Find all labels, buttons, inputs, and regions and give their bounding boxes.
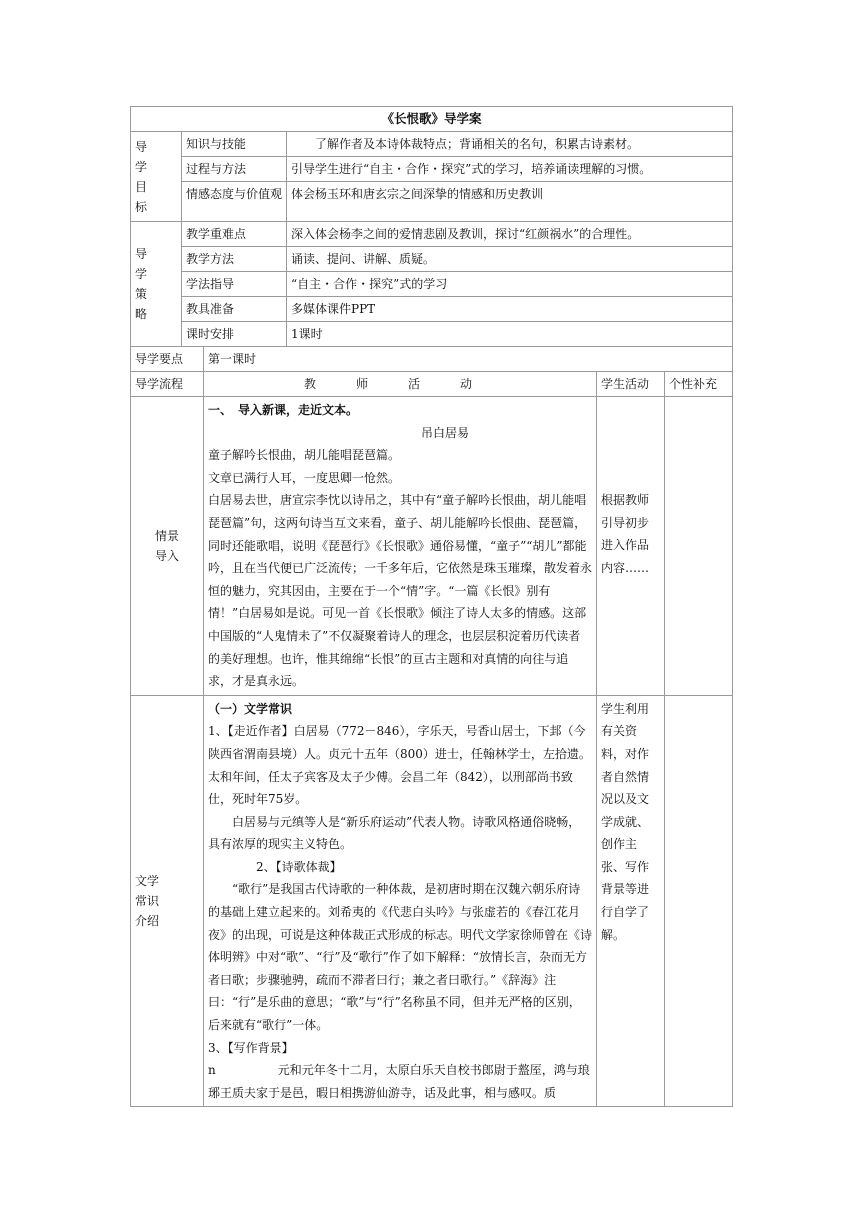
flow-header-label: 导学流程 — [131, 372, 204, 397]
strategy-label-schedule: 课时安排 — [182, 322, 287, 347]
background-heading: 3、【写作背景】 — [208, 1040, 294, 1055]
strategy-label-method: 教学方法 — [182, 247, 287, 272]
key-points-value: 第一课时 — [204, 347, 733, 372]
strategy-content-tools: 多媒体课件PPT — [287, 297, 733, 322]
literature-label: 文学 常识 介绍 — [131, 695, 204, 1107]
objective-label-emotion: 情感态度与价值观 — [182, 182, 287, 222]
literature-heading: （一）文学常识 — [208, 701, 293, 716]
objective-label-process: 过程与方法 — [182, 157, 287, 182]
poem-title: 吊白居易 — [420, 425, 469, 440]
objective-content-emotion: 体会杨玉环和唐玄宗之间深挚的情感和历史教训 — [287, 182, 733, 222]
objective-content-process: 引导学生进行“自主・合作・探究”式的学习，培养诵读理解的习惯。 — [287, 157, 733, 182]
genre-paragraph: “歌行”是我国古代诗歌的一种体裁，是初唐时期在汉魏六朝乐府诗的基础上建立起来的。刘希夷的《代悲白头吟》与张虚若的《春江花月夜》的出现，可说是这种体裁正式形成的标志。明代文学家徐师曾在《诗体明辨》中对“歌”、“行”及“歌行”作了如下解释：“放情长言，杂而无方者曰歌；步骤驰骋，疏而不滞者曰行；兼之者曰歌行。”《辞海》注曰：“行”是乐曲的意思；“歌”与“行”名称虽不同，但并无严格的区别，后来就有“歌行”一体。 — [208, 882, 593, 1033]
movement-paragraph: 白居易与元缜等人是“新乐府运动”代表人物。诗歌风格通俗晓畅，具有浓厚的现实主义特色。 — [208, 814, 581, 852]
objective-label-knowledge: 知识与技能 — [182, 132, 287, 157]
strategy-content-guidance: “自主・合作・探究”式的学习 — [287, 272, 733, 297]
document-title: 《长恨歌》导学案 — [131, 107, 733, 132]
intro-label: 情景 导入 — [131, 397, 204, 696]
literature-student-activity: 学生利用有关资料，对作者自然情况以及文学成就、创作主张、写作背景等进行自学了解。 — [597, 695, 665, 1107]
intro-paragraph: 白居易去世，唐宣宗李忱以诗吊之，其中有“童子解吟长恨曲，胡儿能唱琵琶篇”句，这两句诗当互文来看，童子、胡儿能解吟长恨曲、琵琶篇，同时还能歌唱，说明《琵琶行》《长恨歌》通俗易懂，“童子”“胡儿”都能吟，且在当代便已广泛流传；一千多年后，它依然是珠玉璀璨，散发着永恒的魅力，究其因由，主要在于一个“情”字。“一篇《长恨》别有情！”白居易如是说。可见一首《长恨歌》倾注了诗人太多的情感。这部中国版的“人鬼情未了”不仅凝聚着诗人的理念，也层层积淀着历代读者的美好理想。也许，惟其绵绵“长恨”的亘古主题和对真情的向往与追求，才是真永远。 — [208, 493, 593, 689]
intro-heading: 一、 导入新课，走近文本。 — [208, 403, 359, 417]
strategy-content-difficulty: 深入体会杨李之间的爱情悲剧及教训，探讨“红颜祸水”的合理性。 — [287, 222, 733, 247]
objectives-label: 导 学 目 标 — [131, 132, 182, 222]
strategy-content-method: 诵读、提问、讲解、质疑。 — [287, 247, 733, 272]
author-paragraph: 1、【走近作者】白居易（772－846），字乐天，号香山居士，下邽（今陕西省渭南县境）人。贞元十五年（800）进士，任翰林学士，左拾遗。太和年间，任太子宾客及太子少傅。会昌二年（842），以刑部尚书致仕，死时年75岁。 — [208, 724, 591, 807]
flow-header-personal: 个性补充 — [665, 372, 733, 397]
flow-header-teacher: 教师活动 — [204, 372, 597, 397]
intro-personal — [665, 397, 733, 696]
strategy-label-difficulty: 教学重难点 — [182, 222, 287, 247]
strategy-label: 导 学 策 略 — [131, 222, 182, 347]
strategy-label-guidance: 学法指导 — [182, 272, 287, 297]
background-paragraph: n 元和元年冬十二月，太原白乐天自校书郎尉于盩厔，鸿与琅琊王质夫家于是邑，暇日相携游仙游寺，话及此事，相与感叹。质 — [208, 1063, 590, 1100]
strategy-label-tools: 教具准备 — [182, 297, 287, 322]
strategy-content-schedule: 1课时 — [287, 322, 733, 347]
poem-line-2: 文章已满行人耳，一度思卿一怆然。 — [208, 470, 401, 485]
genre-heading: 2、【诗歌体裁】 — [256, 859, 342, 874]
lesson-plan-table — [130, 106, 733, 1107]
objective-content-knowledge: 了解作者及本诗体裁特点；背诵相关的名句，积累古诗素材。 — [287, 132, 733, 157]
literature-personal — [665, 695, 733, 1107]
key-points-label: 导学要点 — [131, 347, 204, 372]
intro-content — [204, 397, 597, 696]
literature-content — [204, 695, 597, 1107]
poem-line-1: 童子解吟长恨曲，胡儿能唱琵琶篇。 — [208, 448, 401, 463]
flow-header-student: 学生活动 — [597, 372, 665, 397]
intro-student-activity: 根据教师引导初步进入作品内容…… — [597, 397, 665, 696]
